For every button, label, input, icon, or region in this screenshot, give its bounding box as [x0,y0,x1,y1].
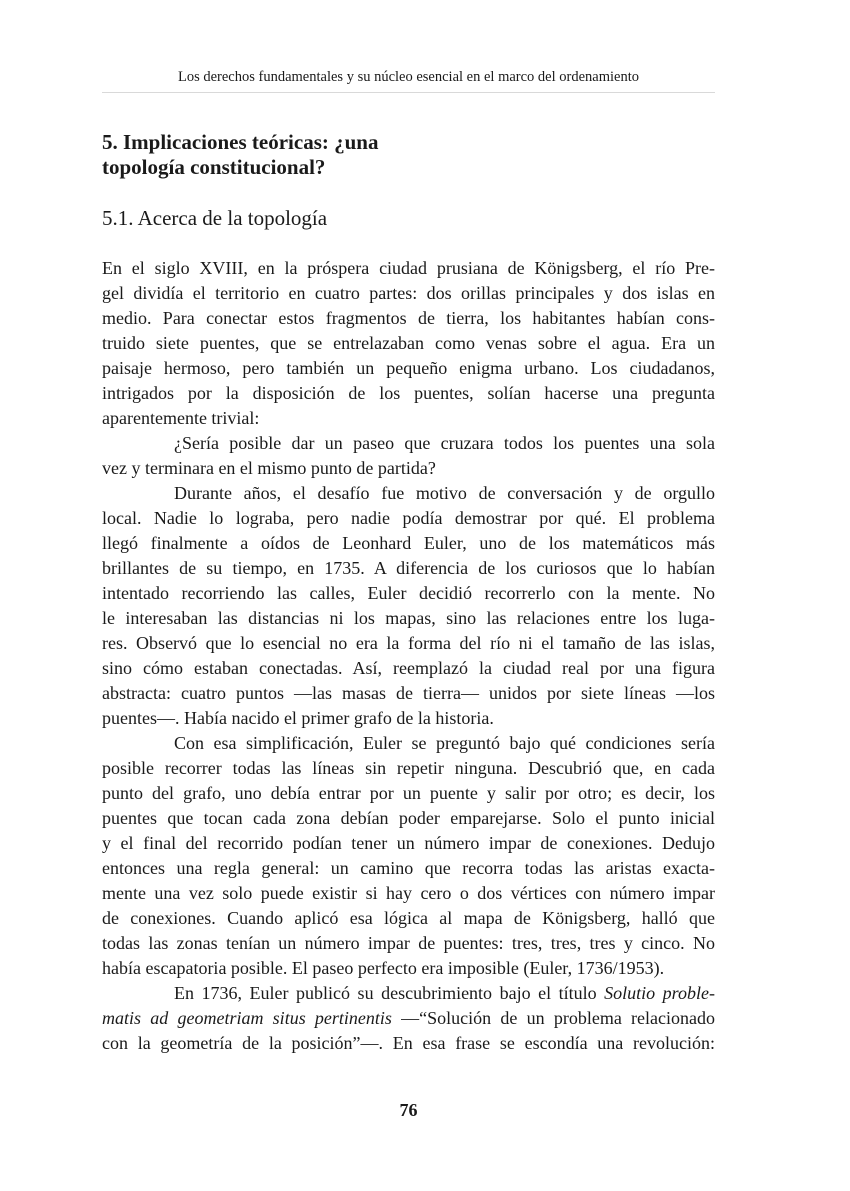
text-line: gel dividía el territorio en cuatro partes: dos orillas principales y dos islas en [102,283,715,303]
text-line: posible recorrer todas las líneas sin repetir ninguna. Descubrió que, en cada [102,758,715,778]
book-title-italic: Solutio proble- [604,983,716,1003]
page-number: 76 [399,1100,418,1120]
text-line [102,981,715,1006]
section-title-line: 5. Implicaciones teóricas: ¿una [102,130,379,154]
text-fragment: En 1736, Euler publicó su descubrimiento bajo el título [174,983,597,1003]
section-title [102,130,715,180]
text-line: sino cómo estaban conectadas. Así, reemplazó la ciudad real por una figura [102,658,715,678]
text-line: puentes que tocan cada zona debían poder emparejarse. Solo el punto inicial [102,808,715,828]
text-line: Durante años, el desafío fue motivo de conversación y de orgullo [174,483,715,503]
text-line: medio. Para conectar estos fragmentos de tierra, los habitantes habían cons- [102,308,715,328]
text-line: mente una vez solo puede existir si hay cero o dos vértices con número impar [102,883,715,903]
body-text [102,256,715,1056]
text-line: En el siglo XVIII, en la próspera ciudad prusiana de Königsberg, el río Pre- [102,258,715,278]
book-title-italic: matis ad geometriam situs pertinentis [102,1008,392,1028]
text-line: Con esa simplificación, Euler se preguntó bajo qué condiciones sería [174,733,715,753]
text-line: brillantes de su tiempo, en 1735. A diferencia de los curiosos que lo habían [102,558,715,578]
text-line: con la geometría de la posición”—. En esa frase se escondía una revolución: [102,1033,715,1053]
text-line: y el final del recorrido podían tener un número impar de conexiones. Dedujo [102,833,715,853]
text-line: entonces una regla general: un camino que recorra todas las aristas exacta- [102,858,715,878]
text-line: local. Nadie lo lograba, pero nadie podía demostrar por qué. El problema [102,508,715,528]
text-line: todas las zonas tenían un número impar de puentes: tres, tres, tres y cinco. No [102,933,715,953]
text-line: vez y terminara en el mismo punto de partida? [102,458,436,478]
text-line: puentes—. Había nacido el primer grafo de la historia. [102,708,494,728]
running-head: Los derechos fundamentales y su núcleo esencial en el marco del ordenamiento [102,62,715,93]
text-line: intrigados por la disposición de los puentes, solían hacerse una pregunta [102,383,715,403]
text-line: llegó finalmente a oídos de Leonhard Euler, uno de los matemáticos más [102,533,715,553]
text-line: había escapatoria posible. El paseo perfecto era imposible (Euler, 1736/1953). [102,958,665,978]
text-line [102,1006,715,1031]
subsection-title: 5.1. Acerca de la topología [102,206,328,230]
text-line: de conexiones. Cuando aplicó esa lógica al mapa de Königsberg, halló que [102,908,715,928]
text-line: res. Observó que lo esencial no era la forma del río ni el tamaño de las islas, [102,633,715,653]
text-line: paisaje hermoso, pero también un pequeño enigma urbano. Los ciudadanos, [102,358,715,378]
text-line: truido siete puentes, que se entrelazaban como venas sobre el agua. Era un [102,333,715,353]
text-line: abstracta: cuatro puntos —las masas de tierra— unidos por siete líneas —los [102,683,715,703]
text-line: ¿Sería posible dar un paseo que cruzara todos los puentes una sola [174,433,715,453]
text-line: intentado recorriendo las calles, Euler decidió recorrerlo con la mente. No [102,583,715,603]
text-line: aparentemente trivial: [102,408,260,428]
section-title-line: topología constitucional? [102,155,326,179]
text-line: le interesaban las distancias ni los mapas, sino las relaciones entre los luga- [102,608,715,628]
text-fragment: —“Solución de un problema relacionado [401,1008,715,1028]
text-line: punto del grafo, uno debía entrar por un puente y salir por otro; es decir, los [102,783,715,803]
